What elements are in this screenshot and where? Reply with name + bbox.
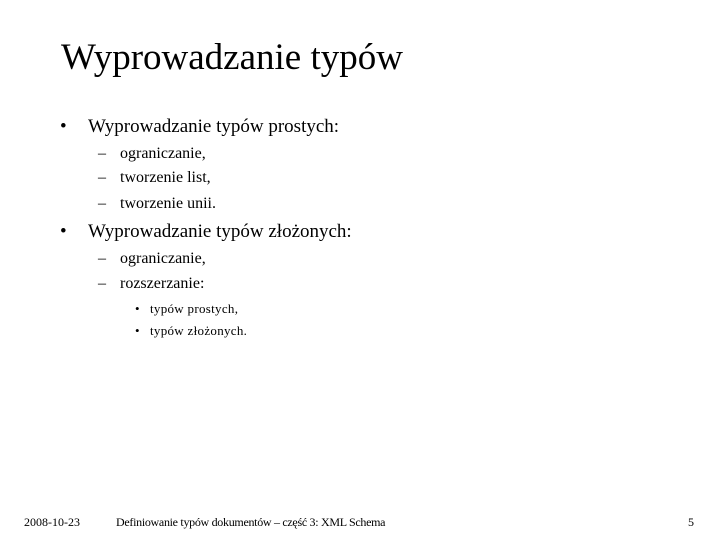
bullet-text: Wyprowadzanie typów prostych: bbox=[88, 116, 340, 137]
footer-caption: Definiowanie typów dokumentów – część 3: XML Schema bbox=[116, 515, 386, 529]
slide-title: Wyprowadzanie typów bbox=[61, 37, 403, 78]
bullet-text: Wyprowadzanie typów złożonych: bbox=[88, 221, 352, 242]
footer-date: 2008-10-23 bbox=[24, 515, 80, 529]
bullet-marker: • bbox=[60, 116, 67, 137]
dash-marker: – bbox=[98, 195, 106, 212]
sub-bullet-text: tworzenie unii. bbox=[120, 195, 216, 212]
sub-bullet-text: tworzenie list, bbox=[120, 169, 211, 186]
page-number: 5 bbox=[688, 515, 694, 529]
bullet-marker: • bbox=[60, 221, 67, 242]
dash-marker: – bbox=[98, 275, 106, 292]
dash-marker: – bbox=[98, 145, 106, 162]
dash-marker: – bbox=[98, 169, 106, 186]
sub-bullet-text: ograniczanie, bbox=[120, 145, 206, 162]
sub-sub-bullet-text: typów prostych, bbox=[150, 301, 239, 316]
dash-marker: – bbox=[98, 250, 106, 267]
bullet-marker: • bbox=[135, 301, 140, 316]
sub-bullet-text: ograniczanie, bbox=[120, 250, 206, 267]
bullet-marker: • bbox=[135, 323, 140, 338]
sub-bullet-text: rozszerzanie: bbox=[120, 275, 205, 292]
sub-sub-bullet-text: typów złożonych. bbox=[150, 323, 248, 338]
